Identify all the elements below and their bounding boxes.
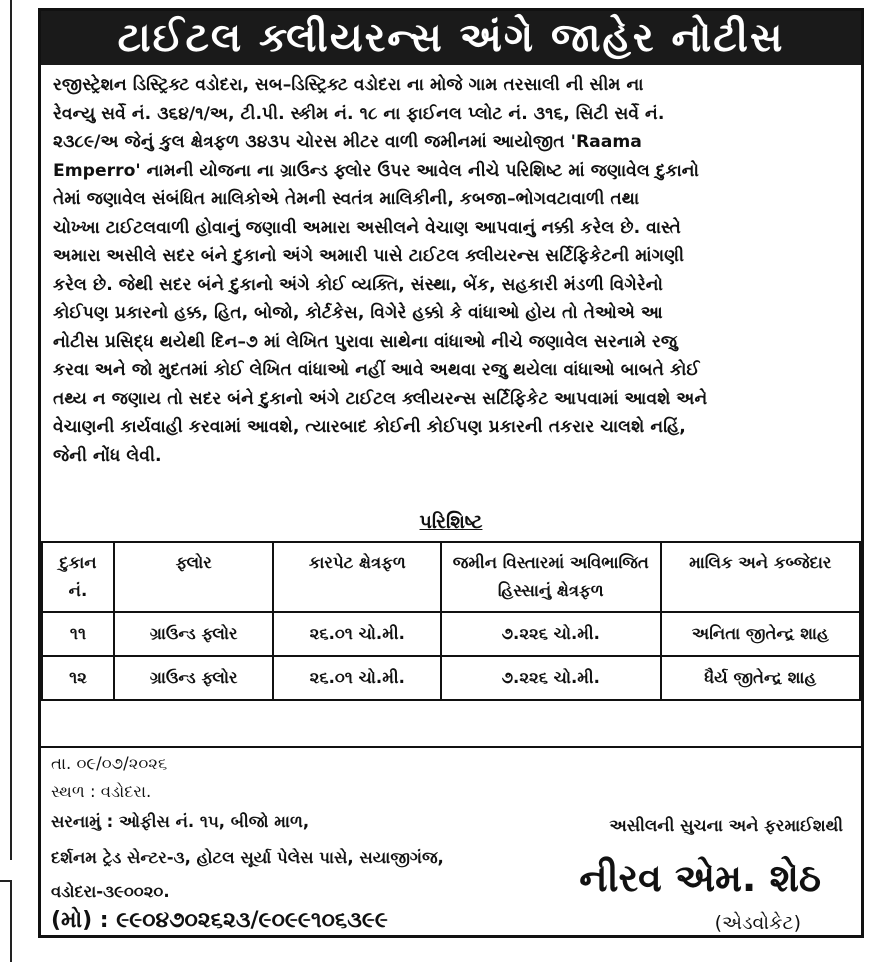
- notice-body: [41, 65, 861, 470]
- table-row: [42, 612, 860, 656]
- phone-numbers: (મો) : ૯૯૦૪૭૦૨૬૨૩/૯૦૯૯૧૦૬૩૯૯: [51, 908, 388, 933]
- schedule-table: [41, 541, 861, 701]
- adjacent-column-border: [0, 0, 12, 860]
- cell-carpet-area: ૨૬.૦૧ ચો.મી.: [273, 656, 441, 700]
- body-line: નોટીસ પ્રસિદ્ધ થયેથી દિન–૭ માં લેખિત પુરાવા સાથેના વાંધાઓ નીચે જણાવેલ સરનામે રજુ: [53, 331, 678, 352]
- body-line: વેચાણની કાર્યવાહી કરવામાં આવશે, ત્યારબાદ કોઈની કોઈપણ પ્રકારની તકરાર ચાલશે નહિં,: [53, 417, 686, 437]
- adjacent-column-border-lower: [0, 880, 12, 962]
- cell-shop-no: ૧૨: [42, 656, 114, 700]
- cell-floor: ગ્રાઉન્ડ ફ્લોર: [114, 612, 274, 656]
- address-line-1: સરનામું : ઓફીસ નં. ૧૫, બીજો માળ,: [51, 812, 310, 831]
- col-header-owner: માલિક અને કબ્જેદાર: [661, 542, 861, 612]
- cell-owner: ધૈર્ય જીતેન્દ્ર શાહ: [661, 656, 861, 700]
- body-line: જેની નોંધ લેવી.: [53, 445, 162, 466]
- body-line: રેવન્યુ સર્વે નં. ૩૬૪/૧/અ, ટી.પી. સ્કીમ નં. ૧૮ ના ફાઈનલ પ્લોટ નં. ૩૧૬, સિટી સર્વે નં.: [53, 103, 665, 124]
- cell-owner: અનિતા જીતેન્દ્ર શાહ: [661, 612, 861, 656]
- public-notice: [38, 8, 864, 938]
- body-line: કરવા અને જો મુદતમાં કોઈ લેખિત વાંધાઓ નહીં આવે અથવા રજુ થયેલા વાંધાઓ બાબતે કોઈ: [53, 360, 700, 380]
- address-line-2: દર્શનમ ટ્રેડ સેન્ટર-૩, હોટલ સૂર્યા પેલેસ પાસે, સયાજીગંજ,: [51, 848, 444, 867]
- table-row: [42, 656, 860, 700]
- schedule-heading: પરિશિષ્ટ: [419, 511, 483, 533]
- instruction-note: અસીલની સુચના અને ફરમાઈશથી: [609, 816, 843, 835]
- body-line: તથ્ય ન જણાય તો સદર બંને દુકાનો અંગે ટાઈટલ ક્લીયરન્સ સર્ટિફિકેટ આપવામાં આવશે અને: [53, 388, 708, 409]
- cell-undivided-share: ૭.૨૨૬ ચો.મી.: [441, 612, 660, 656]
- table-header-row: [42, 542, 860, 612]
- cell-shop-no: ૧૧: [42, 612, 114, 656]
- notice-date: તા. ૦૯/૦૭/૨૦૨૬: [51, 754, 168, 773]
- notice-title: ટાઈટલ ક્લીયરન્સ અંગે જાહેર નોટીસ: [41, 11, 861, 65]
- col-header-floor: ફ્લોર: [114, 542, 274, 612]
- body-line: અમારા અસીલે સદર બંને દુકાનો અંગે અમારી પાસે ટાઈટલ ક્લીયરન્સ સર્ટિફિકેટની માંગણી: [53, 246, 685, 266]
- cell-carpet-area: ૨૬.૦૧ ચો.મી.: [273, 612, 441, 656]
- body-line: ચોખ્ખા ટાઈટલવાળી હોવાનું જણાવી અમારા અસીલને વેચાણ આપવાનું નક્કી કરેલ છે. વાસ્તે: [53, 217, 681, 238]
- cell-floor: ગ્રાઉન્ડ ફ્લોર: [114, 656, 274, 700]
- body-line: Emperro' નામની યોજના ના ગ્રાઉન્ડ ફ્લોર ઉપર આવેલ નીચે પરિશિષ્ટ માં જણાવેલ દુકાનો: [53, 160, 699, 181]
- body-line: કરેલ છે. જેથી સદર બંને દુકાનો અંગે કોઈ વ્યક્તિ, સંસ્થા, બેંક, સહકારી મંડળી વિગેરેનો: [53, 274, 663, 295]
- notice-footer: [41, 746, 861, 935]
- address-line-3: વડોદરા-૩૯૦૦૨૦.: [51, 882, 170, 901]
- col-header-undivided-share: જમીન વિસ્તારમાં અવિભાજિત હિસ્સાનું ક્ષેત્રફળ: [441, 542, 660, 612]
- col-header-shop-no: દુકાન નં.: [42, 542, 114, 612]
- body-line: કોઈપણ પ્રકારનો હક્ક, હિત, બોજો, કોર્ટકેસ, વિગેરે હક્કો કે વાંધાઓ હોય તો તેઓએ આ: [53, 303, 663, 323]
- col-header-carpet-area: કારપેટ ક્ષેત્રફળ: [273, 542, 441, 612]
- cell-undivided-share: ૭.૨૨૬ ચો.મી.: [441, 656, 660, 700]
- body-line: તેમાં જણાવેલ સંબંધિત માલિકોએ તેમની સ્વતંત્ર માલિકીની, કબજા–ભોગવટાવાળી તથા: [53, 189, 640, 209]
- body-line: રજીસ્ટ્રેશન ડિસ્ટ્રિક્ટ વડોદરા, સબ–ડિસ્ટ્રિક્ટ વડોદરા ના મોજે ગામ તરસાલી ની સીમ ના: [53, 75, 644, 95]
- advocate-name: નીરવ એમ. શેઠ: [579, 856, 821, 900]
- advocate-title: (એડવોકેટ): [714, 912, 801, 934]
- body-line: ૨૩૮૯/અ જેનું કુલ ક્ષેત્રફળ ૩૪૩૫ ચોરસ મીટર વાળી જમીનમાં આયોજીત 'Raama: [53, 132, 642, 152]
- notice-place: સ્થળ : વડોદરા.: [51, 782, 152, 801]
